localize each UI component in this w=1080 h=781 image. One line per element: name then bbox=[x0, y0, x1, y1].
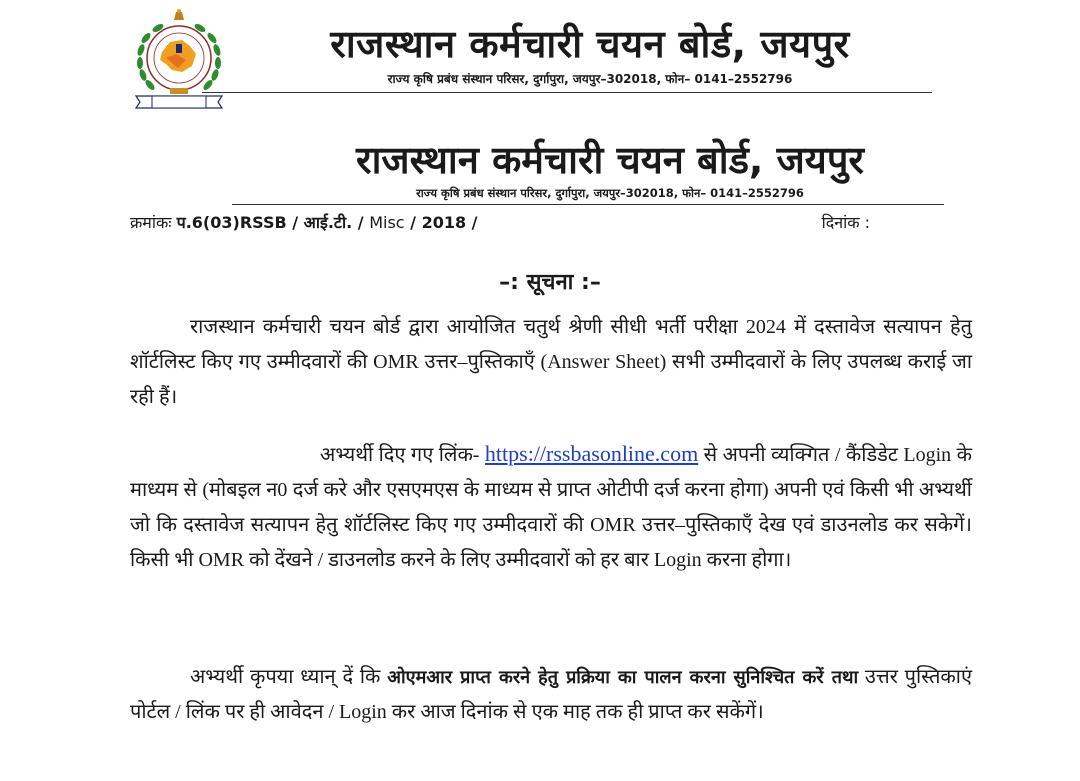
board-address: राज्य कृषि प्रबंध संस्थान परिसर, दुर्गापुरा, जयपुर–302018, फोन– 0141–2552796 bbox=[387, 72, 793, 86]
date-label: दिनांक : bbox=[821, 213, 870, 232]
notice-paragraph-1 bbox=[130, 310, 972, 415]
emblem-icon bbox=[132, 8, 226, 112]
paragraph-3-bold-instruction: ओएमआर प्राप्त करने हेतु प्रक्रिया का पालन करना सुनिश्चित करें तथा bbox=[387, 667, 859, 688]
board-title: राजस्थान कर्मचारी चयन बोर्ड, जयपुर bbox=[330, 22, 850, 66]
rssb-emblem-logo bbox=[132, 8, 226, 112]
notice-heading: –: सूचना :– bbox=[499, 270, 601, 295]
notice-paragraph-3 bbox=[130, 660, 972, 730]
portal-link[interactable]: https://rssbasonline.com bbox=[484, 441, 699, 466]
paragraph-1-text: राजस्थान कर्मचारी चयन बोर्ड द्वारा आयोजित चतुर्थ श्रेणी सीधी भर्ती परीक्षा 2024 में दस्तावेज सत्यापन हेतु शॉर्टलिस्ट किए गए उम्मीदवारों की OMR उत्तर–पुस्तिकाएँ (Answer Sheet) सभी उम्मीदवारों के लिए उपलब्ध कराई जा रही हैं। bbox=[130, 316, 972, 408]
paragraph-3-rest: उत्तर पुस्तिकाएं पोर्टल / लिंक पर ही आवेदन / Login कर आज दिनांक से एक माह तक ही प्राप्त कर सकेंगें। bbox=[130, 666, 973, 723]
reference-label: क्रमांकः bbox=[130, 213, 172, 232]
notice-paragraph-2 bbox=[130, 436, 972, 578]
paragraph-3-intro: अभ्यर्थी कृपया ध्यान् दें कि bbox=[190, 666, 388, 688]
board-title-second: राजस्थान कर्मचारी चयन बोर्ड, जयपुर bbox=[356, 138, 864, 182]
reference-row bbox=[130, 210, 870, 236]
reference-number-misc: Misc bbox=[369, 213, 405, 232]
paragraph-2-after-link: से अपनी व्यक्गित / कैंडिडेट Login के माध्यम से (मोबइल न0 दर्ज करे और एसएमएस के माध्यम से प्राप्त ओटीपी दर्ज करना होगा) अपनी एवं किसी भी अभ्यर्थी जो कि दस्तावेज सत्यापन हेतु शॉर्टलिस्ट किए गए उम्मीदवारों की OMR उत्तर–पुस्तिकाएँ देख एवं डाउनलोड कर सकेगें। किसी भी OMR को देंखने / डाउनलोड करने के लिए उम्मीदवारों को हर बार Login करना होगा। bbox=[130, 444, 972, 571]
header-divider bbox=[202, 92, 932, 93]
header-divider-second bbox=[232, 204, 944, 205]
paragraph-2-before-link: अभ्यर्थी दिए गए लिंक- bbox=[320, 444, 485, 466]
reference-number-part2: / 2018 / bbox=[404, 213, 478, 232]
reference-number-part1: प.6(03)RSSB / आई.टी. / bbox=[176, 213, 370, 232]
board-address-second: राज्य कृषि प्रबंध संस्थान परिसर, दुर्गापुरा, जयपुर–302018, फोन– 0141–2552796 bbox=[416, 186, 804, 200]
